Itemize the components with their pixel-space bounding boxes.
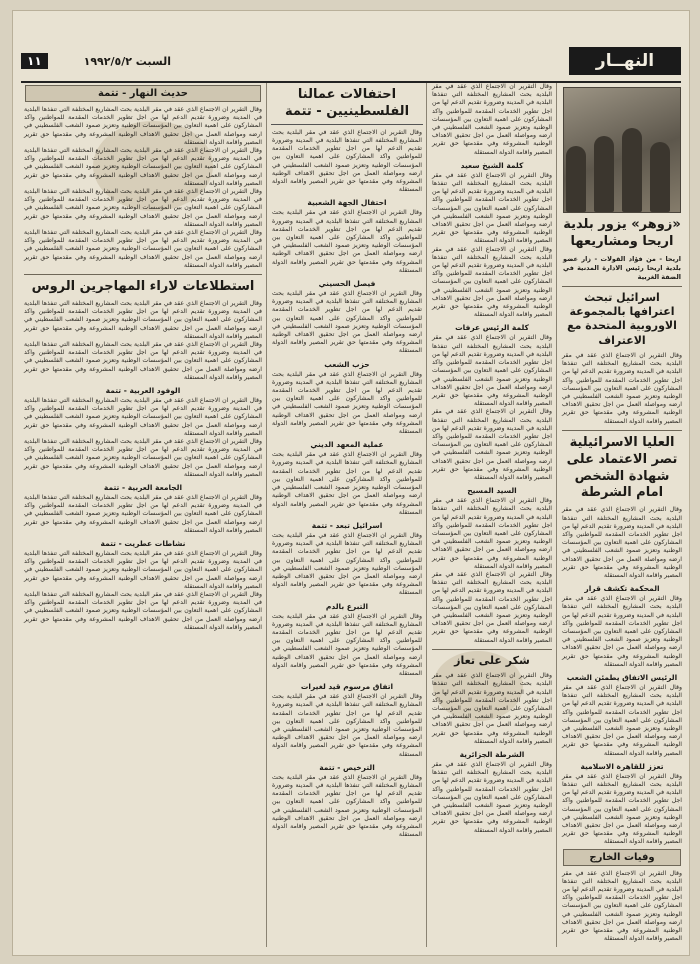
story-headline: شكر على تعاز [454,653,530,667]
story-text: وقال التقرير ان الاجتماع الذي عقد في مقر البلدية بحث المشاريع المختلفة التي تنفذها البلدية في المدينة وضرورة تقديم الدعم لها من اجل تطوير الخدمات المقدمة للمواطنين واكد المشاركون على اهمية التعاون بين المؤسسات الوطنية وتعزيز صمود الشعب الفلسطيني في ارضه ومواصلة العمل من اجل تحقيق الاهداف الوطنية المشروعة وفي مقدمتها حق تقرير المصير واقامة الدولة المستقلة [272,290,422,355]
photo-headline: «زوهر» يزور بلدية اريحا ومشاريعها [563,217,681,249]
story-text: وقال التقرير ان الاجتماع الذي عقد في مقر البلدية بحث المشاريع المختلفة التي تنفذها البلدية في المدينة وضرورة تقديم الدعم لها من اجل تطوير الخدمات المقدمة للمواطنين واكد المشاركون على اهمية التعاون بين المؤسسات الوطنية وتعزيز صمود الشعب الفلسطيني في ارضه ومواصلة العمل من اجل تحقيق الاهداف الوطنية المشروعة وفي مقدمتها حق تقرير المصير واقامة الدولة المستقلة [432,245,552,319]
story-text: وقال التقرير ان الاجتماع الذي عقد في مقر البلدية بحث المشاريع المختلفة التي تنفذها البلدية في المدينة وضرورة تقديم الدعم لها من اجل تطوير الخدمات المقدمة للمواطنين واكد المشاركون على اهمية التعاون بين المؤسسات الوطنية وتعزيز صمود الشعب الفلسطيني في ارضه ومواصلة العمل من اجل تحقيق الاهداف الوطنية المشروعة وفي مقدمتها حق تقرير المصير واقامة الدولة المستقلة [562,684,682,757]
story-subhead: الشرطة الجزائرية [459,749,525,759]
story-subhead: احتفال الجهة الشعبية [307,198,387,208]
story-subhead: تعزز للقاهرة الاسلامية [580,761,664,771]
story-subhead: الجامعة العربية - تتمة [103,483,183,493]
story-text: وقال التقرير ان الاجتماع الذي عقد في مقر البلدية بحث المشاريع المختلفة التي تنفذها البلدية في المدينة وضرورة تقديم الدعم لها من اجل تطوير الخدمات المقدمة للمواطنين واكد المشاركون على اهمية التعاون بين المؤسسات الوطنية وتعزيز صمود الشعب الفلسطيني في ارضه ومواصلة العمل من اجل تحقيق الاهداف الوطنية المشروعة وفي مقدمتها حق تقرير المصير واقامة الدولة المستقلة [272,451,422,516]
story-text: وقال التقرير ان الاجتماع الذي عقد في مقر البلدية بحث المشاريع المختلفة التي تنفذها البلدية في المدينة وضرورة تقديم الدعم لها من اجل تطوير الخدمات المقدمة للمواطنين واكد المشاركون على اهمية التعاون بين المؤسسات الوطنية وتعزيز صمود الشعب الفلسطيني في ارضه ومواصلة العمل من اجل تحقيق الاهداف الوطنية المشروعة وفي مقدمتها حق تقرير المصير واقامة الدولة المستقلة [432,497,552,570]
column-three [269,83,425,947]
story-text: وقال التقرير ان الاجتماع الذي عقد في مقر البلدية بحث المشاريع المختلفة التي تنفذها البلدية في المدينة وضرورة تقديم الدعم لها من اجل تطوير الخدمات المقدمة للمواطنين واكد المشاركون على اهمية التعاون بين المؤسسات الوطنية وتعزيز صمود الشعب الفلسطيني في ارضه ومواصلة العمل من اجل تحقيق الاهداف الوطنية المشروعة وفي مقدمتها حق تقرير المصير واقامة الدولة المستقلة [24,396,262,437]
story-text: وقال التقرير ان الاجتماع الذي عقد في مقر البلدية بحث المشاريع المختلفة التي تنفذها البلدية في المدينة وضرورة تقديم الدعم لها من اجل تطوير الخدمات المقدمة للمواطنين واكد المشاركون على اهمية التعاون بين المؤسسات الوطنية وتعزيز صمود الشعب الفلسطيني في ارضه ومواصلة العمل من اجل تحقيق الاهداف الوطنية المشروعة وفي مقدمتها حق تقرير المصير واقامة الدولة المستقلة [562,772,682,846]
story-text: وقال التقرير ان الاجتماع الذي عقد في مقر البلدية بحث المشاريع المختلفة التي تنفذها البلدية في المدينة وضرورة تقديم الدعم لها من اجل تطوير الخدمات المقدمة للمواطنين واكد المشاركون على اهمية التعاون بين المؤسسات الوطنية وتعزيز صمود الشعب الفلسطيني في ارضه ومواصلة العمل من اجل تحقيق الاهداف الوطنية المشروعة وفي مقدمتها حق تقرير المصير واقامة الدولة المستقلة [432,672,552,745]
story-text: وقال التقرير ان الاجتماع الذي عقد في مقر البلدية بحث المشاريع المختلفة التي تنفذها البلدية في المدينة وضرورة تقديم الدعم لها من اجل تطوير الخدمات المقدمة للمواطنين واكد المشاركون على اهمية التعاون بين المؤسسات الوطنية وتعزيز صمود الشعب الفلسطيني في ارضه ومواصلة العمل من اجل تحقيق الاهداف الوطنية المشروعة وفي مقدمتها حق تقرير المصير واقامة الدولة المستقلة [24,591,262,631]
story-headline: العليا الاسرائيلية تصر الاعتماد على شهادة الشخص امام الشرطة [566,434,678,501]
story-text: وقال التقرير ان الاجتماع الذي عقد في مقر البلدية بحث المشاريع المختلفة التي تنفذها البلدية في المدينة وضرورة تقديم الدعم لها من اجل تطوير الخدمات المقدمة للمواطنين واكد المشاركون على اهمية التعاون بين المؤسسات الوطنية وتعزيز صمود الشعب الفلسطيني في ارضه ومواصلة العمل من اجل تحقيق الاهداف الوطنية المشروعة وفي مقدمتها حق تقرير المصير واقامة الدولة المستقلة [432,171,552,245]
editorial-box-title: حديث النهار - تتمة [25,85,261,102]
story-text: وقال التقرير ان الاجتماع الذي عقد في مقر البلدية بحث المشاريع المختلفة التي تنفذها البلدية في المدينة وضرورة تقديم الدعم لها من اجل تطوير الخدمات المقدمة للمواطنين واكد المشاركون على اهمية التعاون بين المؤسسات الوطنية وتعزيز صمود الشعب الفلسطيني في ارضه ومواصلة العمل من اجل تحقيق الاهداف الوطنية المشروعة وفي مقدمتها حق تقرير المصير واقامة الدولة المستقلة [24,106,262,146]
story-text: وقال التقرير ان الاجتماع الذي عقد في مقر البلدية بحث المشاريع المختلفة التي تنفذها البلدية في المدينة وضرورة تقديم الدعم لها من اجل تطوير الخدمات المقدمة للمواطنين واكد المشاركون على اهمية التعاون بين المؤسسات الوطنية وتعزيز صمود الشعب الفلسطيني في ارضه ومواصلة العمل من اجل تحقيق الاهداف الوطنية المشروعة وفي مقدمتها حق تقرير المصير واقامة الدولة المستقلة [432,408,552,481]
story-text: وقال التقرير ان الاجتماع الذي عقد في مقر البلدية بحث المشاريع المختلفة التي تنفذها البلدية في المدينة وضرورة تقديم الدعم لها من اجل تطوير الخدمات المقدمة للمواطنين واكد المشاركون على اهمية التعاون بين المؤسسات الوطنية وتعزيز صمود الشعب الفلسطيني في ارضه ومواصلة العمل من اجل تحقيق الاهداف الوطنية المشروعة وفي مقدمتها حق تقرير المصير واقامة الدولة المستقلة [272,612,422,677]
obituaries-box-title: وفيات الخارج [563,849,681,866]
story-text: وقال التقرير ان الاجتماع الذي عقد في مقر البلدية بحث المشاريع المختلفة التي تنفذها البلدية في المدينة وضرورة تقديم الدعم لها من اجل تطوير الخدمات المقدمة للمواطنين واكد المشاركون على اهمية التعاون بين المؤسسات الوطنية وتعزيز صمود الشعب الفلسطيني في ارضه ومواصلة العمل من اجل تحقيق الاهداف الوطنية المشروعة وفي مقدمتها حق تقرير المصير واقامة الدولة المستقلة [24,188,262,228]
story-subhead: كلمة الرئيس عرفات [455,323,529,333]
story-subhead: نشاطات عطريت - تتمة [100,539,186,549]
story-subhead: اسرائيل تبعد - تتمة [311,520,383,530]
news-photo [563,87,681,213]
story-subhead: اتفاق مرسوم قيد لغيرات [300,682,394,692]
story-text: وقال التقرير ان الاجتماع الذي عقد في مقر البلدية بحث المشاريع المختلفة التي تنفذها البلدية في المدينة وضرورة تقديم الدعم لها من اجل تطوير الخدمات المقدمة للمواطنين واكد المشاركون على اهمية التعاون بين المؤسسات الوطنية وتعزيز صمود الشعب الفلسطيني في ارضه ومواصلة العمل من اجل تحقيق الاهداف الوطنية المشروعة وفي مقدمتها حق تقرير المصير واقامة الدولة المستقلة [432,83,552,156]
story-subhead: الرئيس الاتفاق يطمئن الشعب [566,673,678,683]
story-text: وقال التقرير ان الاجتماع الذي عقد في مقر البلدية بحث المشاريع المختلفة التي تنفذها البلدية في المدينة وضرورة تقديم الدعم لها من اجل تطوير الخدمات المقدمة للمواطنين واكد المشاركون على اهمية التعاون بين المؤسسات الوطنية وتعزيز صمود الشعب الفلسطيني في ارضه ومواصلة العمل من اجل تحقيق الاهداف الوطنية المشروعة وفي مقدمتها حق تقرير المصير واقامة الدولة المستقلة [562,351,682,425]
story-subhead: فيصل الحسيني [318,279,376,289]
column-rule [266,83,267,947]
story-headline: استطلاعات لاراء المهاجرين الروس [31,279,255,295]
story-subhead: التبرع بالدم [325,601,369,611]
column-rule [426,83,427,947]
story-text: وقال التقرير ان الاجتماع الذي عقد في مقر البلدية بحث المشاريع المختلفة التي تنفذها البلدية في المدينة وضرورة تقديم الدعم لها من اجل تطوير الخدمات المقدمة للمواطنين واكد المشاركون على اهمية التعاون بين المؤسسات الوطنية وتعزيز صمود الشعب الفلسطيني في ارضه ومواصلة العمل من اجل تحقيق الاهداف الوطنية المشروعة وفي مقدمتها حق تقرير المصير واقامة الدولة المستقلة [272,773,422,839]
story-subhead: الترخيص - تتمة [319,762,375,772]
column-left [21,83,265,947]
story-text: وقال التقرير ان الاجتماع الذي عقد في مقر البلدية بحث المشاريع المختلفة التي تنفذها البلدية في المدينة وضرورة تقديم الدعم لها من اجل تطوير الخدمات المقدمة للمواطنين واكد المشاركون على اهمية التعاون بين المؤسسات الوطنية وتعزيز صمود الشعب الفلسطيني في ارضه ومواصلة العمل من اجل تحقيق الاهداف الوطنية المشروعة وفي مقدمتها حق تقرير المصير واقامة الدولة المستقلة [272,531,422,597]
photo-caption: اريحا - من فؤاد القولات - زار عضو بلدية اريحا رئيس الادارة المدنية في الضفة الغربية [563,254,681,281]
story-text: وقال التقرير ان الاجتماع الذي عقد في مقر البلدية بحث المشاريع المختلفة التي تنفذها البلدية في المدينة وضرورة تقديم الدعم لها من اجل تطوير الخدمات المقدمة للمواطنين واكد المشاركون على اهمية التعاون بين المؤسسات الوطنية وتعزيز صمود الشعب الفلسطيني في ارضه ومواصلة العمل من اجل تحقيق الاهداف الوطنية المشروعة وفي مقدمتها حق تقرير المصير واقامة الدولة المستقلة [432,334,552,408]
page-header [21,45,681,83]
story-text: وقال التقرير ان الاجتماع الذي عقد في مقر البلدية بحث المشاريع المختلفة التي تنفذها البلدية في المدينة وضرورة تقديم الدعم لها من اجل تطوير الخدمات المقدمة للمواطنين واكد المشاركون على اهمية التعاون بين المؤسسات الوطنية وتعزيز صمود الشعب الفلسطيني في ارضه ومواصلة العمل من اجل تحقيق الاهداف الوطنية المشروعة وفي مقدمتها حق تقرير المصير واقامة الدولة المستقلة [272,693,422,758]
story-text: وقال التقرير ان الاجتماع الذي عقد في مقر البلدية بحث المشاريع المختلفة التي تنفذها البلدية في المدينة وضرورة تقديم الدعم لها من اجل تطوير الخدمات المقدمة للمواطنين واكد المشاركون على اهمية التعاون بين المؤسسات الوطنية وتعزيز صمود الشعب الفلسطيني في ارضه ومواصلة العمل من اجل تحقيق الاهداف الوطنية المشروعة وفي مقدمتها حق تقرير المصير واقامة الدولة المستقلة [432,570,552,644]
story-text: وقال التقرير ان الاجتماع الذي عقد في مقر البلدية بحث المشاريع المختلفة التي تنفذها البلدية في المدينة وضرورة تقديم الدعم لها من اجل تطوير الخدمات المقدمة للمواطنين واكد المشاركون على اهمية التعاون بين المؤسسات الوطنية وتعزيز صمود الشعب الفلسطيني في ارضه ومواصلة العمل من اجل تحقيق الاهداف الوطنية المشروعة وفي مقدمتها حق تقرير المصير واقامة الدولة المستقلة [562,506,682,579]
story-subhead: عملية المعهد الديني [310,440,384,450]
story-subhead: المحكمة تكشف قرار [584,584,660,594]
date-text: السبت ١٩٩٢/٥/٢ [83,54,171,68]
story-subhead: حزب الشعب [324,359,370,369]
story-text: وقال التقرير ان الاجتماع الذي عقد في مقر البلدية بحث المشاريع المختلفة التي تنفذها البلدية في المدينة وضرورة تقديم الدعم لها من اجل تطوير الخدمات المقدمة للمواطنين واكد المشاركون على اهمية التعاون بين المؤسسات الوطنية وتعزيز صمود الشعب الفلسطيني في ارضه ومواصلة العمل من اجل تحقيق الاهداف الوطنية المشروعة وفي مقدمتها حق تقرير المصير واقامة الدولة المستقلة [24,147,262,187]
dateline [21,51,171,71]
story-text: وقال التقرير ان الاجتماع الذي عقد في مقر البلدية بحث المشاريع المختلفة التي تنفذها البلدية في المدينة وضرورة تقديم الدعم لها من اجل تطوير الخدمات المقدمة للمواطنين واكد المشاركون على اهمية التعاون بين المؤسسات الوطنية وتعزيز صمود الشعب الفلسطيني في ارضه ومواصلة العمل من اجل تحقيق الاهداف الوطنية المشروعة وفي مقدمتها حق تقرير المصير واقامة الدولة المستقلة [562,595,682,668]
column-right [559,83,685,947]
masthead-logo: النهــار [569,47,681,75]
story-subhead: الوفود العربية - تتمة [105,385,181,395]
story-subhead: كلمة الشيخ سعيد [460,160,524,170]
story-text: وقال التقرير ان الاجتماع الذي عقد في مقر البلدية بحث المشاريع المختلفة التي تنفذها البلدية في المدينة وضرورة تقديم الدعم لها من اجل تطوير الخدمات المقدمة للمواطنين واكد المشاركون على اهمية التعاون بين المؤسسات الوطنية وتعزيز صمود الشعب الفلسطيني في ارضه ومواصلة العمل من اجل تحقيق الاهداف الوطنية المشروعة وفي مقدمتها حق تقرير المصير واقامة الدولة المستقلة [24,438,262,478]
story-text: وقال التقرير ان الاجتماع الذي عقد في مقر البلدية بحث المشاريع المختلفة التي تنفذها البلدية في المدينة وضرورة تقديم الدعم لها من اجل تطوير الخدمات المقدمة للمواطنين واكد المشاركون على اهمية التعاون بين المؤسسات الوطنية وتعزيز صمود الشعب الفلسطيني في ارضه ومواصلة العمل من اجل تحقيق الاهداف الوطنية المشروعة وفي مقدمتها حق تقرير المصير واقامة الدولة المستقلة [272,209,422,274]
newspaper-page [12,10,690,956]
story-text: وقال التقرير ان الاجتماع الذي عقد في مقر البلدية بحث المشاريع المختلفة التي تنفذها البلدية في المدينة وضرورة تقديم الدعم لها من اجل تطوير الخدمات المقدمة للمواطنين واكد المشاركون على اهمية التعاون بين المؤسسات الوطنية وتعزيز صمود الشعب الفلسطيني في ارضه ومواصلة العمل من اجل تحقيق الاهداف الوطنية المشروعة وفي مقدمتها حق تقرير المصير واقامة الدولة المستقلة [432,760,552,834]
story-text: وقال التقرير ان الاجتماع الذي عقد في مقر البلدية بحث المشاريع المختلفة التي تنفذها البلدية في المدينة وضرورة تقديم الدعم لها من اجل تطوير الخدمات المقدمة للمواطنين واكد المشاركون على اهمية التعاون بين المؤسسات الوطنية وتعزيز صمود الشعب الفلسطيني في ارضه ومواصلة العمل من اجل تحقيق الاهداف الوطنية المشروعة وفي مقدمتها حق تقرير المصير واقامة الدولة المستقلة [24,229,262,269]
story-subhead: السيد المسيح [467,486,517,496]
story-text: وقال التقرير ان الاجتماع الذي عقد في مقر البلدية بحث المشاريع المختلفة التي تنفذها البلدية في المدينة وضرورة تقديم الدعم لها من اجل تطوير الخدمات المقدمة للمواطنين واكد المشاركون على اهمية التعاون بين المؤسسات الوطنية وتعزيز صمود الشعب الفلسطيني في ارضه ومواصلة العمل من اجل تحقيق الاهداف الوطنية المشروعة وفي مقدمتها حق تقرير المصير واقامة الدولة المستقلة [272,128,422,194]
column-rule [556,83,557,947]
story-text: وقال التقرير ان الاجتماع الذي عقد في مقر البلدية بحث المشاريع المختلفة التي تنفذها البلدية في المدينة وضرورة تقديم الدعم لها من اجل تطوير الخدمات المقدمة للمواطنين واكد المشاركون على اهمية التعاون بين المؤسسات الوطنية وتعزيز صمود الشعب الفلسطيني في ارضه ومواصلة العمل من اجل تحقيق الاهداف الوطنية المشروعة وفي مقدمتها حق تقرير المصير واقامة الدولة المستقلة [24,299,262,340]
column-two [429,83,555,947]
story-text: وقال التقرير ان الاجتماع الذي عقد في مقر البلدية بحث المشاريع المختلفة التي تنفذها البلدية في المدينة وضرورة تقديم الدعم لها من اجل تطوير الخدمات المقدمة للمواطنين واكد المشاركون على اهمية التعاون بين المؤسسات الوطنية وتعزيز صمود الشعب الفلسطيني في ارضه ومواصلة العمل من اجل تحقيق الاهداف الوطنية المشروعة وفي مقدمتها حق تقرير المصير واقامة الدولة المستقلة [272,370,422,436]
story-text: وقال التقرير ان الاجتماع الذي عقد في مقر البلدية بحث المشاريع المختلفة التي تنفذها البلدية في المدينة وضرورة تقديم الدعم لها من اجل تطوير الخدمات المقدمة للمواطنين واكد المشاركون على اهمية التعاون بين المؤسسات الوطنية وتعزيز صمود الشعب الفلسطيني في ارضه ومواصلة العمل من اجل تحقيق الاهداف الوطنية المشروعة وفي مقدمتها حق تقرير المصير واقامة الدولة المستقلة [24,550,262,590]
page-number: ١١ [21,53,48,69]
story-text: وقال التقرير ان الاجتماع الذي عقد في مقر البلدية بحث المشاريع المختلفة التي تنفذها البلدية في المدينة وضرورة تقديم الدعم لها من اجل تطوير الخدمات المقدمة للمواطنين واكد المشاركون على اهمية التعاون بين المؤسسات الوطنية وتعزيز صمود الشعب الفلسطيني في ارضه ومواصلة العمل من اجل تحقيق الاهداف الوطنية المشروعة وفي مقدمتها حق تقرير المصير واقامة الدولة المستقلة [24,340,262,381]
story-text: وقال التقرير ان الاجتماع الذي عقد في مقر البلدية بحث المشاريع المختلفة التي تنفذها البلدية في المدينة وضرورة تقديم الدعم لها من اجل تطوير الخدمات المقدمة للمواطنين واكد المشاركون على اهمية التعاون بين المؤسسات الوطنية وتعزيز صمود الشعب الفلسطيني في ارضه ومواصلة العمل من اجل تحقيق الاهداف الوطنية المشروعة وفي مقدمتها حق تقرير المصير واقامة الدولة المستقلة [24,494,262,534]
story-text: وقال التقرير ان الاجتماع الذي عقد في مقر البلدية بحث المشاريع المختلفة التي تنفذها البلدية في المدينة وضرورة تقديم الدعم لها من اجل تطوير الخدمات المقدمة للمواطنين واكد المشاركون على اهمية التعاون بين المؤسسات الوطنية وتعزيز صمود الشعب الفلسطيني في ارضه ومواصلة العمل من اجل تحقيق الاهداف الوطنية المشروعة وفي مقدمتها حق تقرير المصير واقامة الدولة المستقلة [562,869,682,943]
story-headline: اسرائيل تبحث اعترافها بالمجموعة الاوروبية المتحدة مع الاعتراف [567,290,677,347]
banner-headline: احتفالات عمالنا الفلسطينيين - تتمة [271,87,423,125]
